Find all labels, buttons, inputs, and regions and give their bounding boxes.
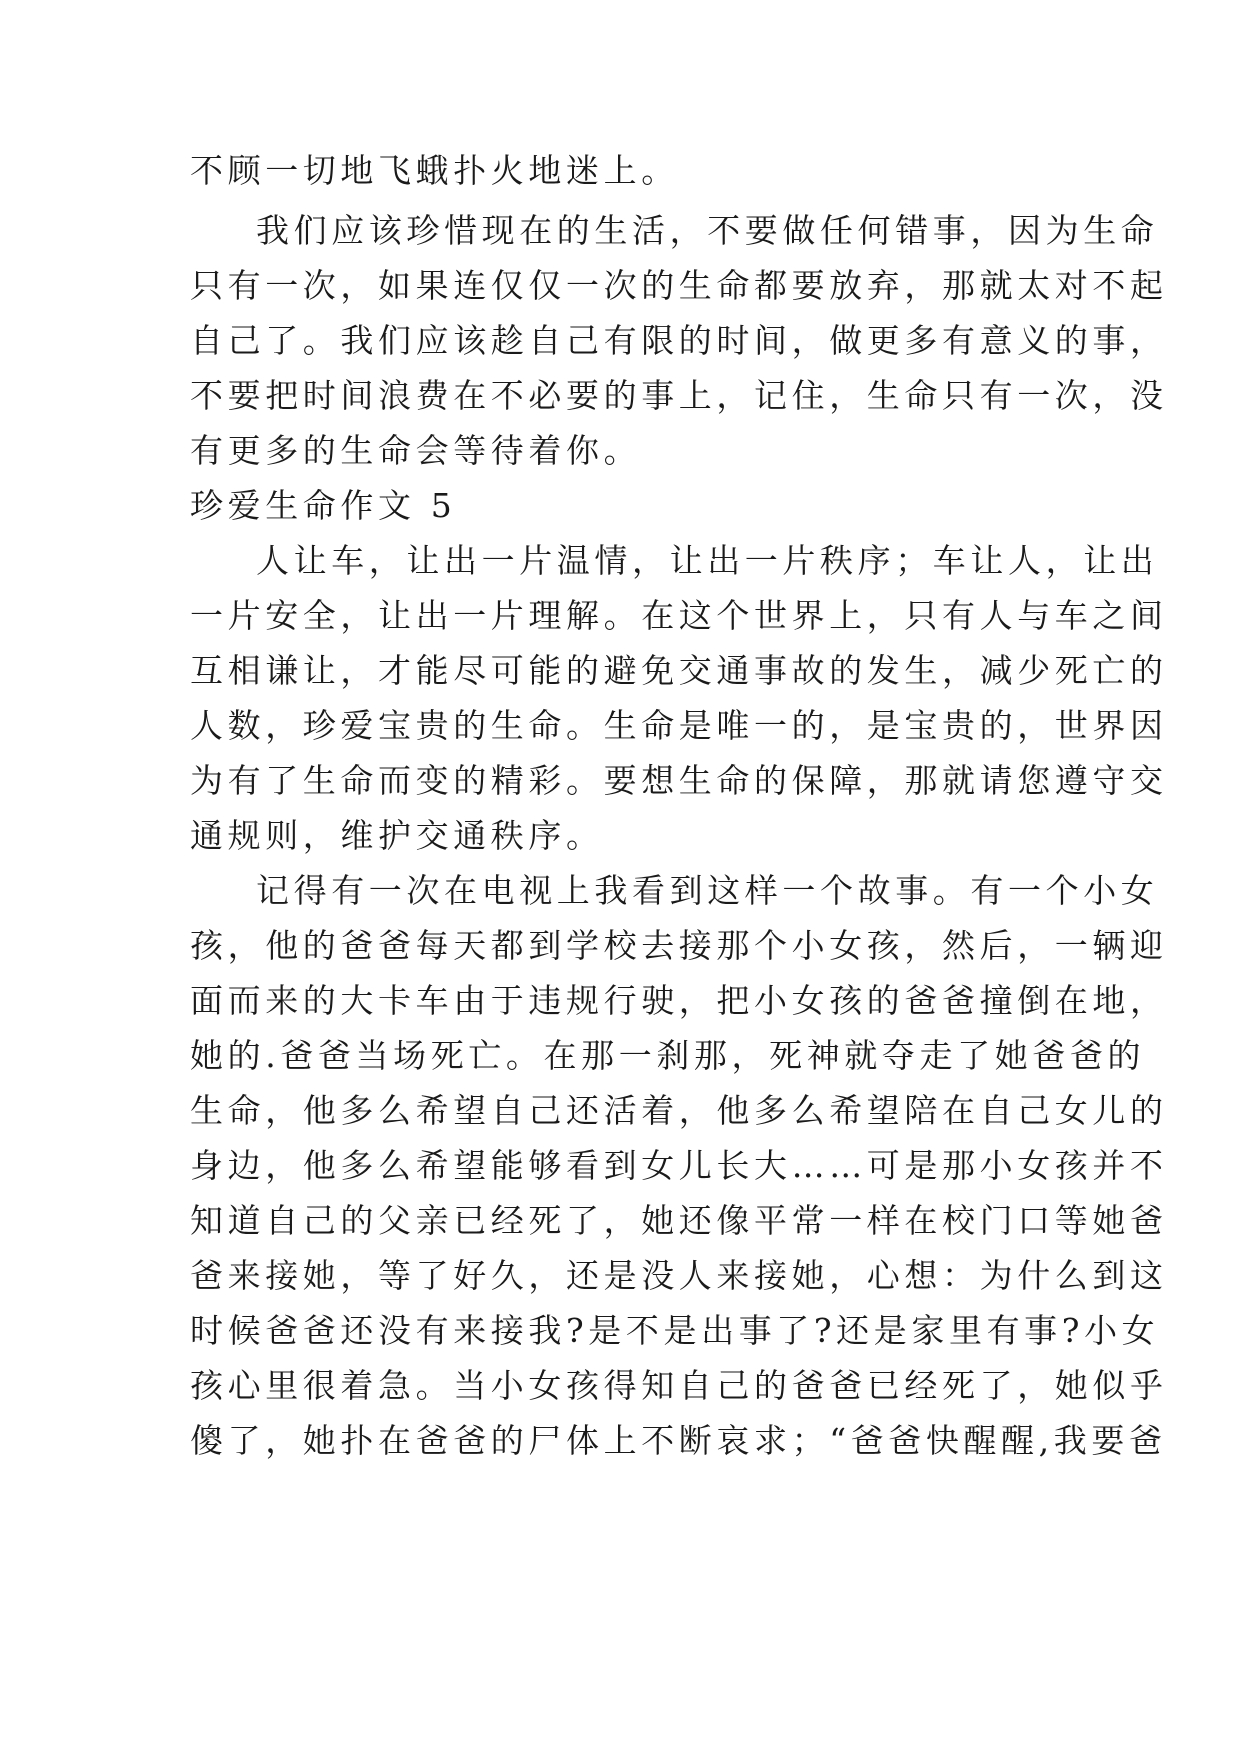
paragraph-line: 不要把时间浪费在不必要的事上，记住，生命只有一次，没: [190, 376, 1168, 415]
paragraph-line: 生命，他多么希望自己还活着，他多么希望陪在自己女儿的: [190, 1091, 1168, 1130]
paragraph-line: 人让车，让出一片温情，让出一片秩序；车让人，让出: [256, 541, 1159, 580]
paragraph-line: 互相谦让，才能尽可能的避免交通事故的发生，减少死亡的: [190, 651, 1168, 690]
paragraph-line: 自己了。我们应该趁自己有限的时间，做更多有意义的事，: [190, 321, 1168, 360]
paragraph-line: 我们应该珍惜现在的生活，不要做任何错事，因为生命: [256, 211, 1159, 250]
paragraph-line: 为有了生命而变的精彩。要想生命的保障，那就请您遵守交: [190, 761, 1168, 800]
paragraph-line: 孩，他的爸爸每天都到学校去接那个小女孩，然后，一辆迎: [190, 926, 1168, 965]
paragraph-line: 时候爸爸还没有来接我?是不是出事了?还是家里有事?小女: [190, 1311, 1160, 1350]
paragraph-line: 通规则，维护交通秩序。: [190, 816, 604, 855]
paragraph-line: 一片安全，让出一片理解。在这个世界上，只有人与车之间: [190, 596, 1168, 635]
paragraph-line: 知道自己的父亲已经死了，她还像平常一样在校门口等她爸: [190, 1201, 1168, 1240]
paragraph-line: 有更多的生命会等待着你。: [190, 431, 642, 470]
paragraph-line: 不顾一切地飞蛾扑火地迷上。: [190, 151, 679, 190]
paragraph-line: 傻了，她扑在爸爸的尸体上不断哀求；“爸爸快醒醒,我要爸: [190, 1421, 1167, 1460]
paragraph-line: 只有一次，如果连仅仅一次的生命都要放弃，那就太对不起: [190, 266, 1168, 305]
paragraph-line: 身边，他多么希望能够看到女儿长大……可是那小女孩并不: [190, 1146, 1168, 1185]
paragraph-line: 孩心里很着急。当小女孩得知自己的爸爸已经死了，她似乎: [190, 1366, 1168, 1405]
paragraph-line: 爸来接她，等了好久，还是没人来接她，心想：为什么到这: [190, 1256, 1168, 1295]
paragraph-line: 面而来的大卡车由于违规行驶，把小女孩的爸爸撞倒在地，: [190, 981, 1168, 1020]
section-title: 珍爱生命作文 5: [190, 486, 457, 525]
paragraph-line: 记得有一次在电视上我看到这样一个故事。有一个小女: [256, 871, 1159, 910]
paragraph-line: 人数，珍爱宝贵的生命。生命是唯一的，是宝贵的，世界因: [190, 706, 1168, 745]
paragraph-line: 她的.爸爸当场死亡。在那一刹那，死神就夺走了她爸爸的: [190, 1036, 1146, 1075]
